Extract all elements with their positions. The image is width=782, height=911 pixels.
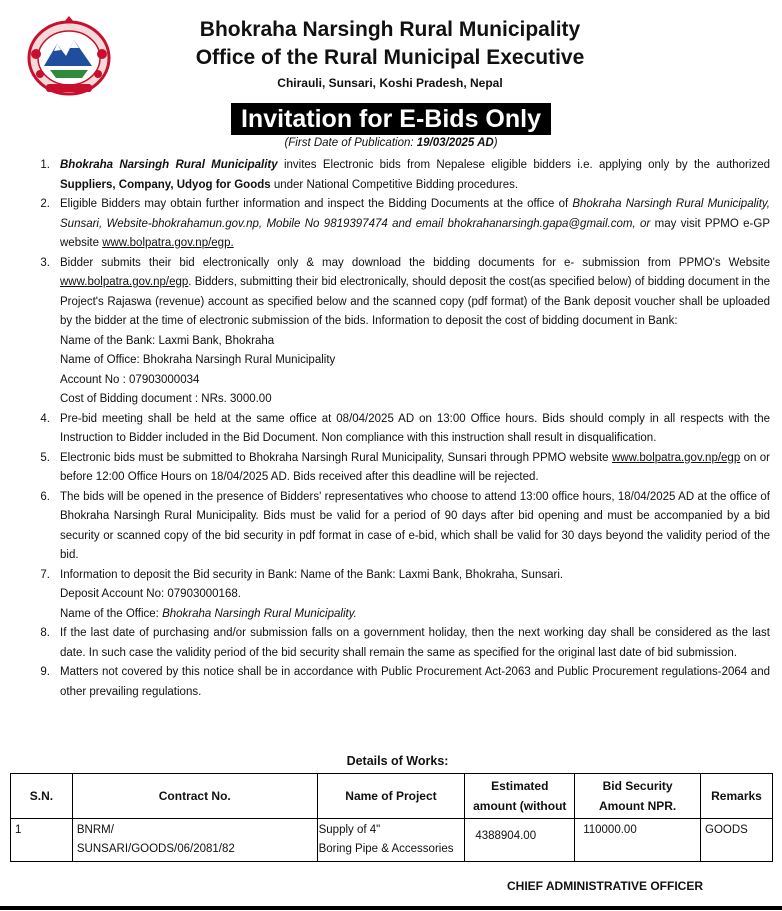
office-name: Office of the Rural Municipal Executive bbox=[195, 46, 585, 69]
cell-project-name bbox=[317, 819, 465, 862]
project-line-1: Supply of 4" bbox=[318, 824, 381, 836]
clause-2 bbox=[30, 195, 770, 254]
letterhead bbox=[120, 16, 660, 92]
clause-number: 5. bbox=[40, 451, 50, 464]
clause-7-account: Deposit Account No: 07903000168. bbox=[60, 588, 241, 600]
clause-number: 4. bbox=[40, 412, 50, 425]
clause-5-text-a: Electronic bids must be submitted to Bhokraha Narsingh Rural Municipality, Sunsari through PPMO website bbox=[60, 451, 612, 464]
clause-number: 1. bbox=[40, 159, 50, 171]
header-bid-security: Bid Security Amount NPR. bbox=[575, 774, 701, 819]
header-contract-no: Contract No. bbox=[72, 774, 317, 819]
notice-clauses bbox=[30, 156, 770, 702]
contract-line-2: SUNSARI/GOODS/06/2081/82 bbox=[76, 843, 235, 855]
header-sn: S.N. bbox=[11, 774, 73, 819]
clause-3-text-a: Bidder submits their bid electronically only & may download the bidding documents for e- submission from PPMO's Website bbox=[60, 256, 770, 269]
bolpatra-link[interactable]: www.bolpatra.gov.np/egp bbox=[60, 276, 189, 288]
cell-sn: 1 bbox=[11, 819, 73, 862]
clause-9-text: Matters not covered by this notice shall be in accordance with Public Procurement Act-2063 and Public Procurement regulations-2064 and other prevailing regulations. bbox=[60, 666, 770, 698]
clause-7-office-name: Bhokraha Narsingh Rural Municipality. bbox=[162, 607, 357, 620]
pubdate-value: 19/03/2025 AD bbox=[416, 137, 494, 149]
clause-4-text: Pre-bid meeting shall be held at the same office at 08/04/2025 AD on 13:00 Office hours. Bids should comply in all respects with the Instruction to Bidder included in the Bid Document. Non compliance with this instruction shall result in disqualification. bbox=[60, 412, 770, 444]
bidding-document-cost: Cost of Bidding document : NRs. 3000.00 bbox=[60, 393, 272, 405]
contract-line-1: BNRM/ bbox=[76, 824, 114, 836]
header-estimated-amount: Estimated amount (without bbox=[465, 774, 575, 819]
clause-8-text: If the last date of purchasing and/or submission falls on a government holiday, then the next working day shall be considered as the last date. In such case the validity period of the bid security shall remain the same as specified for the original last date of bid submission. bbox=[60, 627, 770, 659]
table-row bbox=[11, 819, 773, 862]
clause-6-text: The bids will be opened in the presence of Bidders' representatives who choose to attend 13:00 office hours, 18/04/2025 AD at the office of Bhokraha Narsingh Rural Municipality. Bids must be valid for a period of 90 days after bid opening and must be accompanied by a bid security or scanned copy of the bid security in pdf format in case of e-bid, which shall be valid for 30 days beyond the validity period of the bid. bbox=[60, 490, 770, 561]
clause-number: 9. bbox=[40, 666, 50, 678]
works-table bbox=[10, 773, 773, 862]
clause-3-text-b: . Bidders, submitting their bid electronically, should deposit the cost(as specified below) of bidding document in the Project's Rajaswa (revenue) account as specified below and the scanned copy (pdf format) of the Bank deposit voucher shall be uploaded by the bidder at the time of electronic submission of the bids. Information to deposit the cost of bidding document in Bank: bbox=[60, 276, 770, 327]
pubdate-suffix: ) bbox=[493, 137, 498, 149]
account-number: Account No : 07903000034 bbox=[60, 373, 200, 386]
clause-3 bbox=[30, 254, 770, 410]
publication-date bbox=[0, 137, 782, 149]
clause-2-text-a: Eligible Bidders may obtain further information and inspect the Bidding Documents at the office of bbox=[60, 198, 573, 210]
details-of-works-title: Details of Works: bbox=[346, 754, 449, 768]
nepal-emblem-icon bbox=[24, 14, 114, 98]
clause-1 bbox=[30, 156, 770, 195]
clause-2-contact-info: Bhokraha Narsingh Rural Municipality, Sunsari, Website-bhokrahamun.gov.np, Mobile No 9819397474 and email bhokrahanarsingh.gapa@gmail.com, or bbox=[60, 198, 770, 230]
clause-7 bbox=[30, 566, 770, 625]
banner-container bbox=[0, 103, 782, 135]
office-address: Chirauli, Sunsari, Koshi Pradesh, Nepal bbox=[277, 76, 503, 90]
table-header-row bbox=[11, 774, 773, 819]
cell-remarks: GOODS bbox=[701, 819, 773, 862]
cell-contract-no bbox=[72, 819, 317, 862]
notice-title-banner: Invitation for E-Bids Only bbox=[231, 103, 551, 135]
clause-7-office-label: Name of the Office: bbox=[60, 607, 163, 620]
bolpatra-link[interactable]: www.bolpatra.gov.np/egp. bbox=[102, 237, 234, 249]
clause-5 bbox=[30, 449, 770, 488]
signatory-title: CHIEF ADMINISTRATIVE OFFICER bbox=[507, 879, 703, 893]
clause-1-text-a: invites Electronic bids from Nepalese eligible bidders i.e. applying only by the authorized bbox=[277, 159, 770, 171]
clause-1-text-b: under National Competitive Bidding procedures. bbox=[270, 178, 519, 191]
clause-4 bbox=[30, 410, 770, 449]
header-remarks: Remarks bbox=[701, 774, 773, 819]
clause-5-text-b: on or before 12:00 Office Hours on 18/04/2025 AD. Bids received after this deadline will be rejected. bbox=[60, 451, 770, 483]
cell-estimated-amount: 4388904.00 bbox=[465, 819, 575, 862]
clause-1-municipality: Bhokraha Narsingh Rural Municipality bbox=[60, 159, 278, 171]
clause-9 bbox=[30, 663, 770, 702]
project-line-2: Boring Pipe & Accessories bbox=[318, 843, 454, 855]
pubdate-prefix: (First Date of Publication: bbox=[284, 137, 417, 149]
bolpatra-link[interactable]: www.bolpatra.gov.np/egp bbox=[611, 451, 741, 464]
header-project-name: Name of Project bbox=[317, 774, 465, 819]
office-of-account: Name of Office: Bhokraha Narsingh Rural Municipality bbox=[60, 354, 336, 366]
clause-number: 2. bbox=[40, 198, 50, 210]
clause-1-bidder-types: Suppliers, Company, Udyog for Goods bbox=[60, 178, 271, 191]
clause-8 bbox=[30, 624, 770, 663]
municipality-name: Bhokraha Narsingh Rural Municipality bbox=[199, 18, 581, 41]
clause-number: 7. bbox=[40, 568, 50, 581]
clause-number: 8. bbox=[40, 627, 50, 639]
bank-name: Name of the Bank: Laxmi Bank, Bhokraha bbox=[60, 334, 275, 347]
clause-2-text-b: may visit PPMO e-GP website bbox=[60, 217, 770, 249]
clause-7-bank: Information to deposit the Bid security in Bank: Name of the Bank: Laxmi Bank, Bhokraha, Sunsari. bbox=[60, 568, 564, 581]
clause-number: 3. bbox=[40, 256, 50, 269]
cell-bid-security: 110000.00 bbox=[575, 819, 701, 862]
bottom-rule bbox=[0, 906, 782, 910]
clause-number: 6. bbox=[40, 490, 50, 503]
clause-6 bbox=[30, 488, 770, 566]
